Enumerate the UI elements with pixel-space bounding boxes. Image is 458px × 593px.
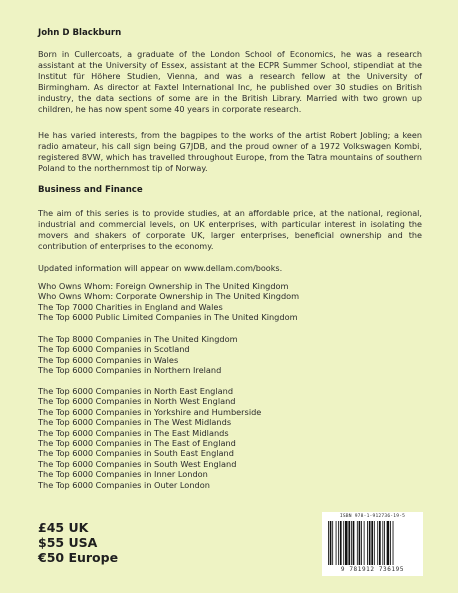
list-item: The Top 6000 Companies in South East England xyxy=(38,448,234,459)
bio-paragraph-2: He has varied interests, from the bagpipes to the works of the artist Robert Jobling; a keen radio amateur, his call sign being G7JDB, and the proud owner of a 1972 Volkswagen Kombi, registered 8VW, which has travelled throughout Europe, from the Tatra mountains of southern Poland to the northernmost tip of Norway. xyxy=(38,130,422,173)
series-heading: Business and Finance xyxy=(38,185,143,195)
titles-list-national xyxy=(38,334,238,376)
series-paragraph: The aim of this series is to provide studies, at an affordable price, at the national, regional, industrial and commercial levels, on UK enterprises, with particular interest in isolating the movers and shakers of corporate UK, larger enterprises, beneficial ownership and the contribution of enterprises to the economy. xyxy=(38,208,422,251)
updated-info: Updated information will appear on www.dellam.com/books. xyxy=(38,263,283,273)
list-item: The Top 6000 Companies in South West England xyxy=(38,458,237,469)
list-item: The Top 6000 Companies in Yorkshire and Humberside xyxy=(38,406,262,417)
price-europe: €50 Europe xyxy=(38,550,119,565)
list-item: The Top 6000 Companies in North East England xyxy=(38,386,234,396)
price-uk: £45 UK xyxy=(38,520,89,535)
list-item: The Top 6000 Companies in North West England xyxy=(38,396,236,407)
list-item: The Top 8000 Companies in The United Kingdom xyxy=(38,334,238,344)
list-item: The Top 6000 Companies in The East Midlands xyxy=(38,427,229,438)
list-item: The Top 6000 Companies in The East of England xyxy=(38,438,236,449)
bio-paragraph-1: Born in Cullercoats, a graduate of the London School of Economics, he was a research assistant at the University of Essex, assistant at the ECPR Summer School, stipendiat at the Institut für Höhere Studien, Vienna, and was a research fellow at the University of Birmingham. As director at Faxtel International Inc, he published over 30 studies on British industry, the data sections of some are in the British Library. Married with two grown up children, he has now spent some 40 years in corporate research. xyxy=(38,49,422,114)
price-usa: $55 USA xyxy=(38,535,98,550)
list-item: The Top 6000 Public Limited Companies in The United Kingdom xyxy=(38,312,298,323)
list-item: The Top 6000 Companies in The West Midlands xyxy=(38,417,232,428)
list-item: The Top 6000 Companies in Northern Ireland xyxy=(38,365,222,376)
author-heading: John D Blackburn xyxy=(38,28,122,38)
isbn-label: ISBN 978-1-912736-19-5 xyxy=(339,514,406,519)
isbn-digits: 9 781912 736195 xyxy=(340,566,405,573)
list-item: Who Owns Whom: Corporate Ownership in The United Kingdom xyxy=(38,291,300,302)
list-item: Who Owns Whom: Foreign Ownership in The United Kingdom xyxy=(38,281,289,291)
list-item: The Top 7000 Charities in England and Wales xyxy=(38,301,223,312)
isbn-barcode xyxy=(322,512,423,576)
list-item: The Top 6000 Companies in Inner London xyxy=(38,469,208,480)
titles-list-ownership xyxy=(38,281,299,323)
list-item: The Top 6000 Companies in Outer London xyxy=(38,479,210,490)
list-item: The Top 6000 Companies in Wales xyxy=(38,354,179,365)
barcode-bars xyxy=(328,521,417,565)
list-item: The Top 6000 Companies in Scotland xyxy=(38,344,190,355)
titles-list-regional xyxy=(38,386,261,490)
